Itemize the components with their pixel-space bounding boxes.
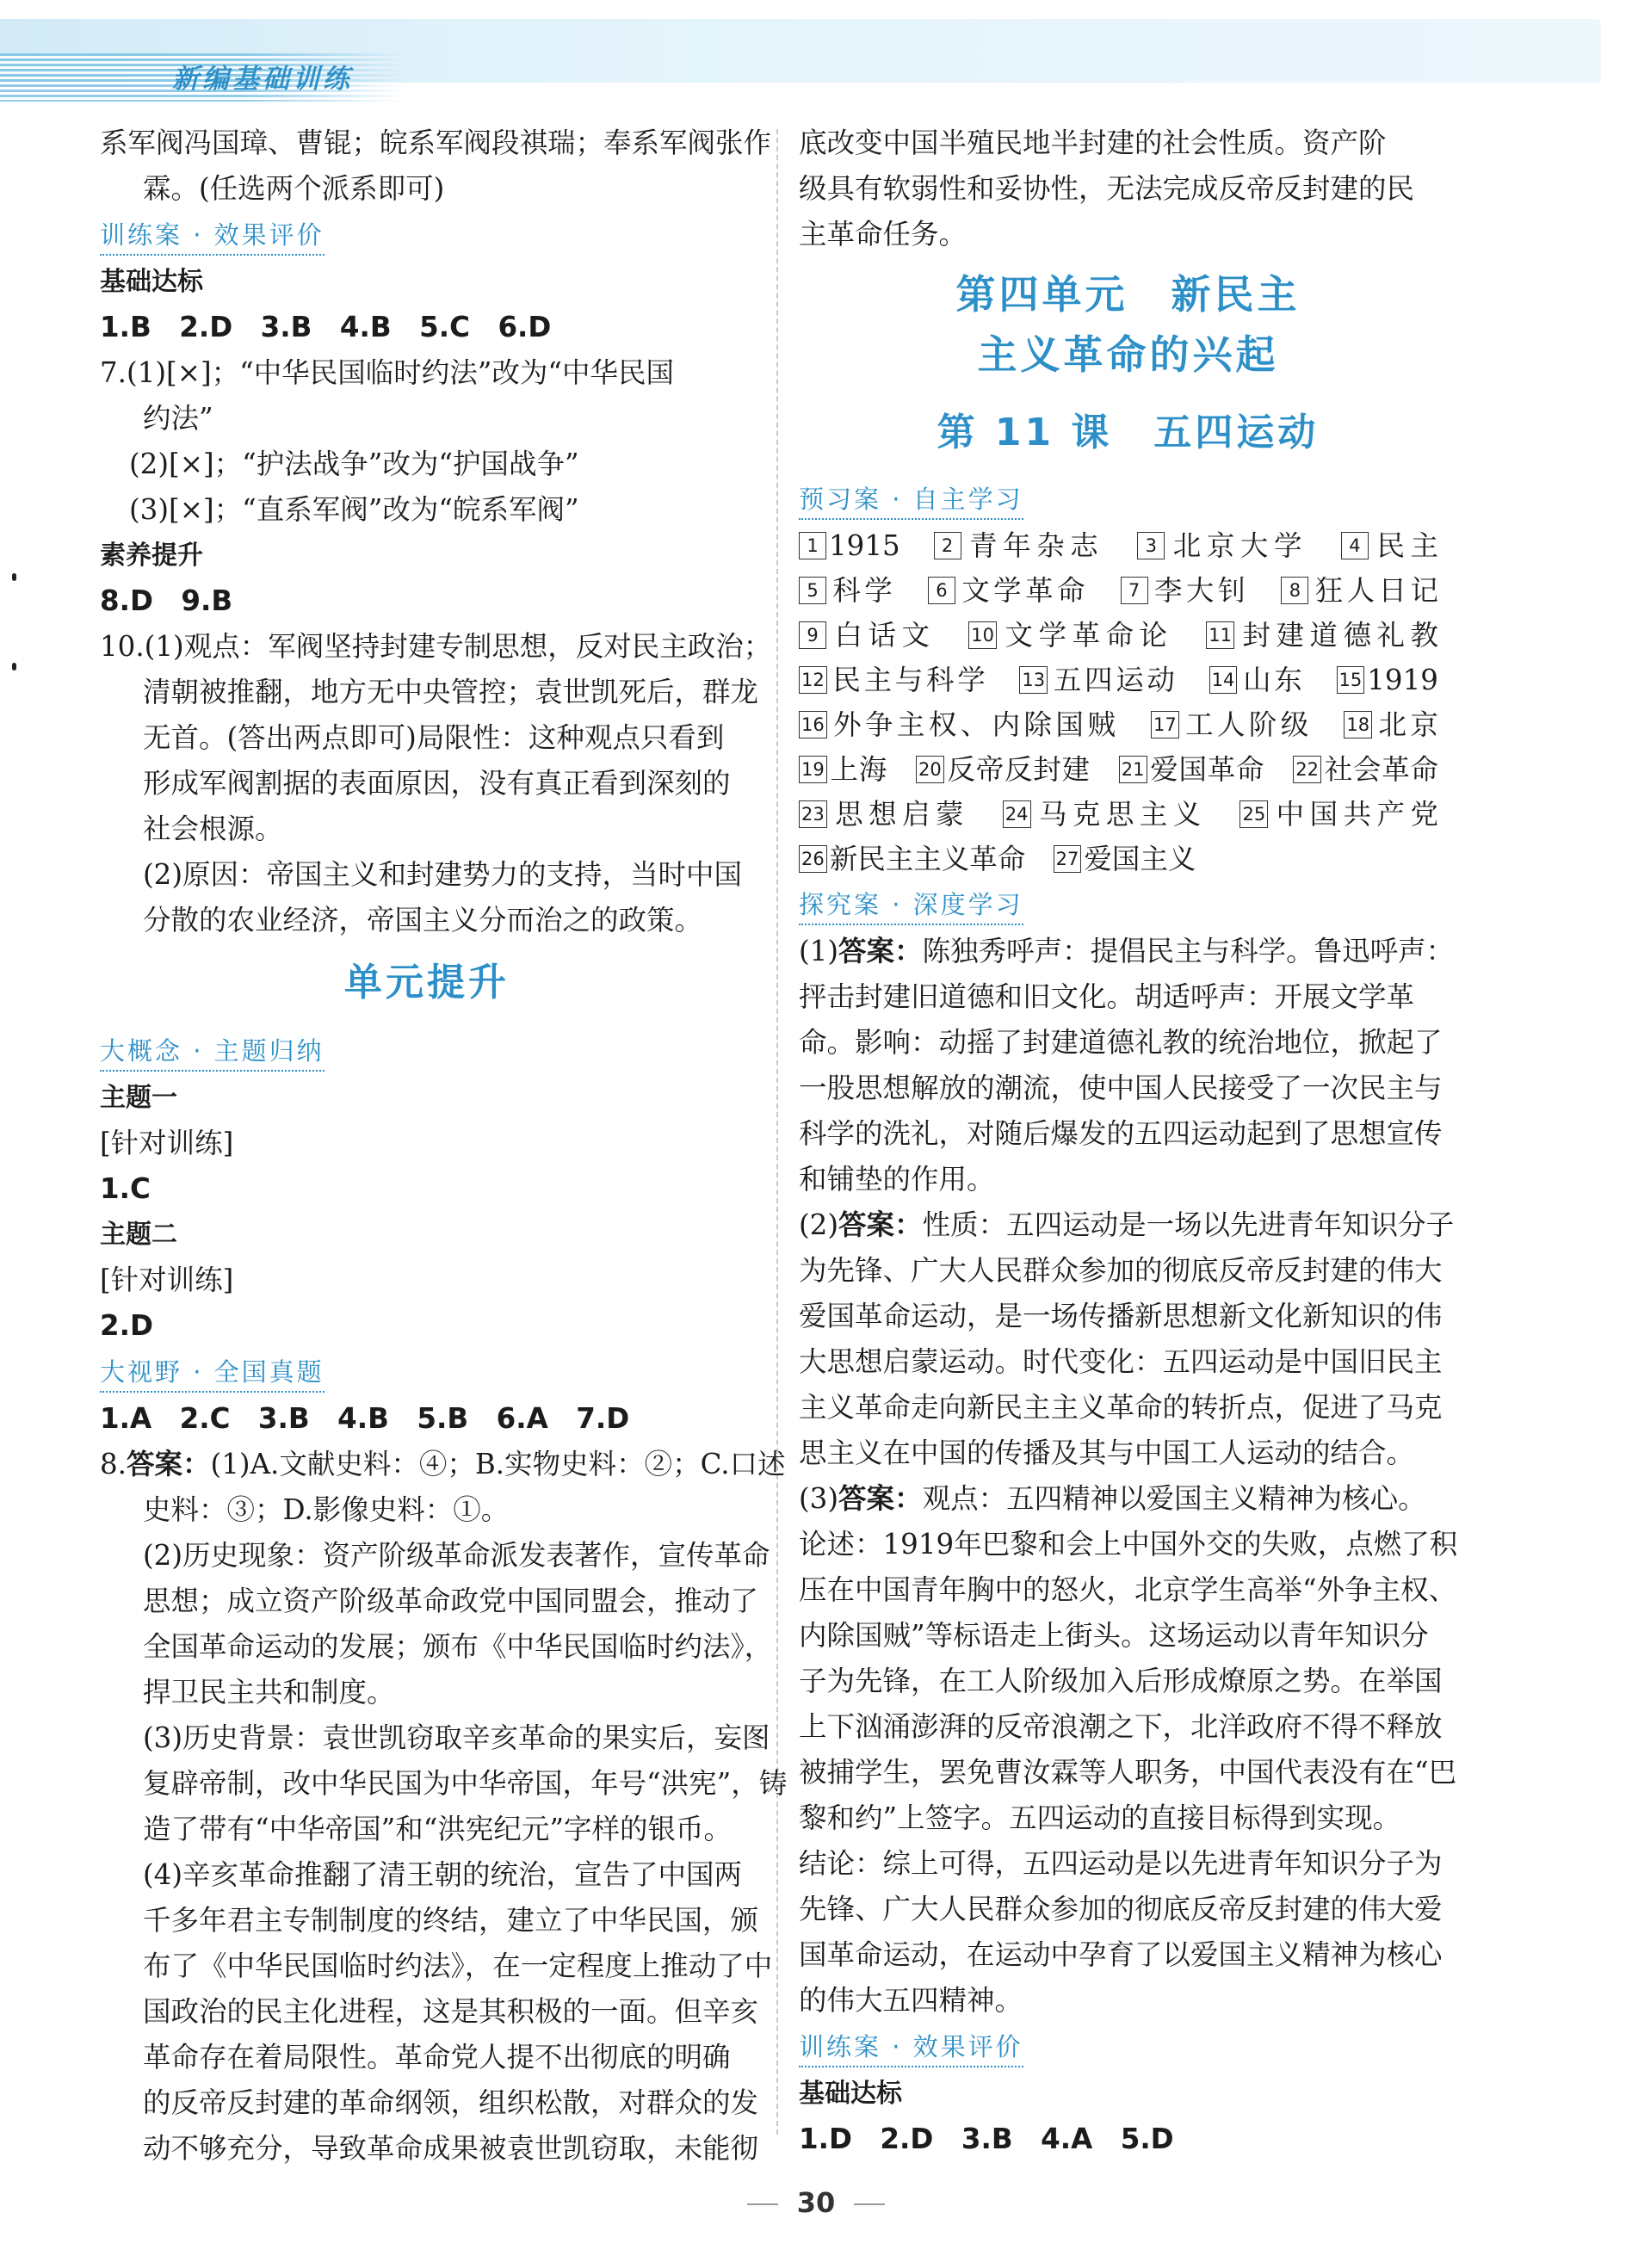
unit-review-title: 单元提升	[344, 961, 510, 1004]
text-line: 系军阀冯国璋、曹锟；皖系军阀段祺瑞；奉系军阀张作	[100, 127, 772, 159]
blank-answer	[799, 619, 935, 652]
theme-heading: 主题一	[100, 1083, 177, 1113]
answer-line: 史料：③；D.影像史料：①。	[143, 1493, 510, 1526]
lesson-title: 第 11 课 五四运动	[937, 411, 1320, 454]
blank-answer-text: 北京大学	[1167, 529, 1307, 562]
book-series-title: 新编基础训练	[172, 64, 353, 95]
practice-label: [针对训练]	[100, 1264, 234, 1296]
blank-answer-text: 爱国革命	[1149, 753, 1265, 786]
answer-line: 被捕学生，罢免曹汝霖等人职务，中国代表没有在“巴	[799, 1756, 1457, 1789]
answer-line: 动不够充分，导致革命成果被袁世凯窃取，未能彻	[143, 2132, 759, 2165]
blank-number-box: 22	[1293, 756, 1321, 783]
answer-line: 约法”	[143, 402, 213, 435]
blank-number-box: 7	[1121, 577, 1148, 604]
blank-number-box: 21	[1119, 756, 1147, 783]
answer-line: 上下汹涌澎湃的反帝浪潮之下，北洋政府不得不释放	[799, 1710, 1443, 1743]
blank-number-box: 26	[799, 845, 827, 873]
blank-answer	[1293, 753, 1438, 786]
answer-line: (3)答案：观点：五四精神以爱国主义精神为核心。	[799, 1482, 1426, 1515]
blank-answer	[1239, 798, 1437, 831]
answer-line: 分散的农业经济，帝国主义分而治之的政策。	[143, 904, 703, 936]
answer-line: 无首。(答出两点即可)局限性：这种观点只看到	[143, 721, 725, 754]
answer-line: 子为先锋，在工人阶级加入后形成燎原之势。在举国	[799, 1665, 1443, 1697]
blank-answer	[799, 843, 1025, 875]
blank-answer-text: 山东	[1239, 664, 1306, 696]
section-heading-explore: 探究案 · 深度学习	[799, 881, 1457, 929]
blank-number-box: 19	[799, 756, 827, 783]
blank-answer	[1206, 619, 1438, 652]
answer-line: 8.答案：(1)A.文献史料：④；B.实物史料：②；C.口述	[100, 1448, 786, 1480]
blank-number-box: 1	[799, 532, 826, 559]
blank-answer	[1054, 843, 1196, 875]
blank-answer	[1003, 798, 1207, 831]
text-line: 主革命任务。	[799, 218, 967, 250]
answer-line: 7.(1)[×]；“中华民国临时约法”改为“中华民国	[100, 356, 674, 389]
section-heading-training: 训练案 · 效果评价	[799, 2024, 1457, 2071]
blank-number-box: 2	[934, 532, 961, 559]
answer-line: 一股思想解放的潮流，使中国人民接受了一次民主与	[799, 1072, 1443, 1104]
blank-number-box: 20	[916, 756, 944, 783]
blank-number-box: 10	[968, 621, 997, 649]
blank-answer	[799, 753, 887, 786]
blank-number-box: 16	[799, 711, 827, 738]
blank-answer-text: 狂人日记	[1311, 574, 1438, 607]
answer-line: (1)答案：陈独秀呼声：提倡民主与科学。鲁迅呼声：	[799, 935, 1455, 967]
answer-line: (2)[×]；“护法战争”改为“护国战争”	[129, 448, 579, 480]
answer-line: (2)答案：性质：五四运动是一场以先进青年知识分子	[799, 1208, 1455, 1241]
blank-answer	[968, 619, 1172, 652]
blank-answer-text: 白话文	[829, 619, 936, 652]
blank-answer-text: 反帝反封建	[946, 753, 1091, 786]
answer-line: 思想；成立资产阶级革命政党中国同盟会，推动了	[143, 1585, 759, 1617]
answer-line: 压在中国青年胸中的怒火，北京学生高举“外争主权、	[799, 1573, 1457, 1606]
answer-line: 布了《中华民国临时约法》，在一定程度上推动了中	[143, 1950, 773, 1982]
answer-line: 1.C	[100, 1172, 151, 1205]
practice-label: [针对训练]	[100, 1127, 234, 1159]
blank-answer	[934, 529, 1104, 562]
answer-line: 内除国贼”等标语走上街头。这场运动以青年知识分	[799, 1619, 1429, 1652]
blank-number-box: 12	[799, 666, 827, 694]
answer-line: 论述：1919年巴黎和会上中国外交的失败，点燃了积	[799, 1528, 1458, 1560]
blank-answer	[799, 574, 896, 607]
blank-answer-text: 中国共产党	[1270, 798, 1438, 831]
answer-line: 捍卫民主共和制度。	[143, 1676, 395, 1709]
answer-line: (3)历史背景：袁世凯窃取辛亥革命的果实后，妄图	[143, 1721, 770, 1754]
right-column	[799, 121, 1457, 2162]
unit-title-line-1: 第四单元 新民主	[955, 271, 1301, 318]
blank-number-box: 15	[1337, 666, 1365, 694]
text-line: 级具有软弱性和妥协性，无法完成反帝反封建的民	[799, 172, 1415, 205]
blank-number-box: 24	[1003, 800, 1031, 828]
answer-line: 为先锋、广大人民群众参加的彻底反帝反封建的伟大	[799, 1254, 1443, 1287]
answer-line: 抨击封建旧道德和旧文化。胡适呼声：开展文学革	[799, 980, 1415, 1013]
blank-answer-text: 五四运动	[1050, 664, 1178, 696]
blank-number-box: 4	[1341, 532, 1369, 559]
blank-answer	[1337, 664, 1438, 696]
blank-number-box: 14	[1209, 666, 1238, 694]
answer-line: 主义革命走向新民主主义革命的转折点，促进了马克	[799, 1391, 1443, 1424]
answer-line: 和铺垫的作用。	[799, 1163, 995, 1196]
margin-mark	[12, 663, 16, 671]
blank-answer	[799, 529, 900, 562]
page-number-dash	[747, 2203, 778, 2205]
text-line: 底改变中国半殖民地半封建的社会性质。资产阶	[799, 127, 1387, 159]
answer-line: 1.B 2.D 3.B 4.B 5.C 6.D	[100, 311, 552, 343]
blank-answer-text: 民主	[1370, 529, 1438, 562]
answer-line: 10.(1)观点：军阀坚持封建专制思想，反对民主政治；	[100, 630, 772, 663]
blank-number-box: 23	[799, 800, 827, 828]
answer-line: 1.D 2.D 3.B 4.A 5.D	[799, 2123, 1174, 2155]
blank-answer-text: 北京	[1375, 708, 1438, 741]
blank-answer-text: 工人阶级	[1181, 708, 1313, 741]
answer-line: 全国革命运动的发展；颁布《中华民国临时约法》，	[143, 1630, 773, 1663]
subheading-basic: 基础达标	[799, 2079, 902, 2109]
answer-line: 形成军阀割据的表面原因，没有真正看到深刻的	[143, 767, 731, 800]
answer-line: (4)辛亥革命推翻了清王朝的统治，宣告了中国两	[143, 1858, 743, 1891]
answer-line: 结论：综上可得，五四运动是以先进青年知识分子为	[799, 1847, 1443, 1880]
answer-line: 造了带有“中华帝国”和“洪宪纪元”字样的银币。	[143, 1813, 732, 1845]
blank-number-box: 17	[1151, 711, 1179, 738]
answer-line: 科学的洗礼，对随后爆发的五四运动起到了思想宣传	[799, 1117, 1443, 1150]
answer-line: (2)历史现象：资产阶级革命派发表著作，宣传革命	[143, 1539, 770, 1572]
answer-line: 大思想启蒙运动。时代变化：五四运动是中国旧民主	[799, 1345, 1443, 1378]
answer-line: 社会根源。	[143, 813, 283, 845]
blank-answer	[799, 664, 988, 696]
subheading-basic: 基础达标	[100, 267, 203, 297]
blank-number-box: 6	[928, 577, 955, 604]
answer-line: 命。影响：动摇了封建道德礼教的统治地位，掀起了	[799, 1026, 1443, 1059]
answer-line: 的反帝反封建的革命纲领，组织松散，对群众的发	[143, 2086, 759, 2119]
blank-number-box: 27	[1054, 845, 1082, 873]
answer-line: 清朝被推翻，地方无中央管控；袁世凯死后，群龙	[143, 676, 759, 708]
answer-line: 爱国革命运动，是一场传播新思想新文化新知识的伟	[799, 1300, 1443, 1332]
blank-answer-text: 民主与科学	[829, 664, 989, 696]
blank-answer-text: 封建道德礼教	[1237, 619, 1438, 652]
section-heading-vision: 大视野 · 全国真题	[100, 1349, 754, 1396]
subheading-improve: 素养提升	[100, 541, 203, 571]
blank-answer	[799, 708, 1119, 741]
blank-answer-text: 马克思主义	[1033, 798, 1207, 831]
blank-answer-text: 文学革命	[957, 574, 1089, 607]
section-heading-preview: 预习案 · 自主学习	[799, 476, 1457, 523]
blank-answer-text: 社会革命	[1324, 753, 1438, 786]
blank-number-box: 8	[1281, 577, 1308, 604]
answer-line: (3)[×]；“直系军阀”改为“皖系军阀”	[129, 493, 579, 526]
page-number: 30	[0, 2186, 1632, 2219]
answer-line: 的伟大五四精神。	[799, 1984, 1023, 2017]
blank-answer	[1119, 753, 1264, 786]
column-divider	[776, 129, 778, 2135]
blank-answer-text: 文学革命论	[999, 619, 1173, 652]
blank-answer-text: 1919	[1367, 664, 1438, 696]
answer-line: 2.D	[100, 1309, 153, 1342]
left-column	[100, 121, 788, 2172]
blank-answer-text: 1915	[829, 529, 900, 562]
blank-answer-text: 科学	[829, 574, 897, 607]
answer-line: 千多年君主专制制度的终结，建立了中华民国，颁	[143, 1904, 759, 1937]
answer-line: 先锋、广大人民群众参加的彻底反帝反封建的伟大爱	[799, 1893, 1443, 1925]
answer-line: 国革命运动，在运动中孕育了以爱国主义精神为核心	[799, 1938, 1443, 1971]
blank-number-box: 9	[799, 621, 826, 649]
blank-number-box: 25	[1239, 800, 1268, 828]
blank-answer	[928, 574, 1089, 607]
blank-answer	[1121, 574, 1250, 607]
answer-line: 黎和约”上签字。五四运动的直接目标得到实现。	[799, 1801, 1401, 1834]
blank-answer	[1209, 664, 1306, 696]
page-number-dash	[854, 2203, 885, 2205]
blank-number-box: 18	[1344, 711, 1372, 738]
blank-answer	[1019, 664, 1178, 696]
blank-answer-text: 爱国主义	[1084, 843, 1196, 875]
blank-answer	[1151, 708, 1313, 741]
section-heading-training: 训练案 · 效果评价	[100, 212, 754, 259]
blank-number-box: 11	[1206, 621, 1234, 649]
fill-in-answers	[799, 523, 1457, 881]
blank-answer	[1281, 574, 1438, 607]
blank-answer	[799, 798, 969, 831]
answer-line: 国政治的民主化进程，这是其积极的一面。但辛亥	[143, 1995, 759, 2028]
blank-answer	[916, 753, 1091, 786]
margin-mark	[12, 573, 16, 581]
answer-line: 1.A 2.C 3.B 4.B 5.B 6.A 7.D	[100, 1402, 630, 1435]
text-line: 霖。(任选两个派系即可)	[143, 172, 445, 205]
answer-line: 8.D 9.B	[100, 584, 233, 617]
blank-number-box: 3	[1137, 532, 1165, 559]
blank-answer	[1137, 529, 1307, 562]
section-heading-concept: 大概念 · 主题归纳	[100, 1028, 754, 1075]
answer-line: 复辟帝制，改中华民国为中华帝国，年号“洪宪”，铸	[143, 1767, 788, 1800]
blank-number-box: 5	[799, 577, 826, 604]
blank-answer	[1341, 529, 1438, 562]
blank-answer-text: 上海	[829, 753, 887, 786]
answer-line: 思主义在中国的传播及其与中国工人运动的结合。	[799, 1437, 1415, 1469]
blank-answer-text: 青年杂志	[963, 529, 1104, 562]
blank-answer-text: 外争主权、内除国贼	[829, 708, 1120, 741]
blank-number-box: 13	[1019, 666, 1048, 694]
answer-line: (2)原因：帝国主义和封建势力的支持，当时中国	[143, 858, 743, 891]
unit-title-line-2: 主义革命的兴起	[977, 331, 1279, 378]
theme-heading: 主题二	[100, 1220, 177, 1250]
blank-answer-text: 思想启蒙	[829, 798, 969, 831]
blank-answer-text: 新民主主义革命	[829, 843, 1026, 875]
blank-answer	[1344, 708, 1438, 741]
answer-line: 革命存在着局限性。革命党人提不出彻底的明确	[143, 2041, 731, 2073]
blank-answer-text: 李大钊	[1150, 574, 1250, 607]
